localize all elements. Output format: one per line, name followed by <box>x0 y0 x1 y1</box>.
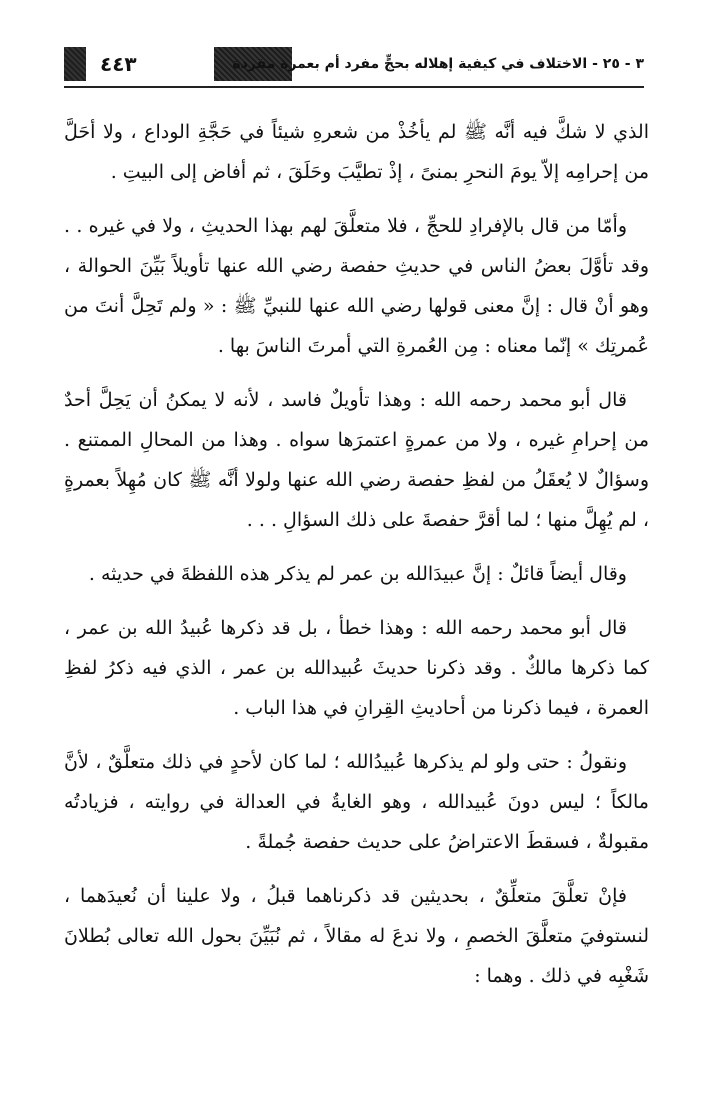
paragraph-1: الذي لا شكَّ فيه أنَّه ﷺ لم يأخُذْ من شعرهِ شيئاً في حَجَّةِ الوداع ، ولا أحَلَّ من إحرامِه إلاّ يومَ النحرِ بمنىً ، إذْ تطيَّبَ وحَلَقَ ، ثم أفاض إلى البيتِ . <box>64 121 649 183</box>
header-ornament-left <box>64 47 86 81</box>
page-body <box>64 112 649 1010</box>
running-title: ٣ - ٢٥ - الاختلاف في كيفية إهلاله بحجٍّ مفرد أم بعمرة مفردة <box>232 56 644 72</box>
header-rule <box>64 86 644 88</box>
paragraph-7: فإنْ تعلَّقَ متعلِّقٌ ، بحديثين قد ذكرناهما قبلُ ، ولا علينا أن نُعيدَهما ، لنستوفيَ متعلَّقَ الخصمِ ، ولا ندعَ له مقالاً ، ثم نُبَيِّنَ بحول الله تعالى بُطلانَ شَغْبِه في ذلك . وهما : <box>64 885 649 987</box>
paragraph-3: قال أبو محمد رحمه الله : وهذا تأويلٌ فاسد ، لأنه لا يمكنُ أن يَحِلَّ أحدٌ من إحرامِ غيره ، ولا من عمرةٍ اعتمرَها سواه . وهذا من المحالِ الممتنع . وسؤالٌ لا يُعقَلُ من لفظِ حفصة رضي الله عنها ولولا أنَّه ﷺ كان مُهِلاً بعمرةٍ ، لم يُهِلَّ منها ؛ لما أقرَّ حفصةَ على ذلك السؤالِ . . . <box>64 389 649 531</box>
paragraph-5: قال أبو محمد رحمه الله : وهذا خطأ ، بل قد ذكرها عُبيدُ الله بن عمر ، كما ذكرها مالكٌ . وقد ذكرنا حديثَ عُبيدالله بن عمر ، الذي فيه ذكرُ لفظِ العمرة ، فيما ذكرنا من أحاديثِ القِرانِ في هذا الباب . <box>64 617 649 719</box>
page-number: ٤٤٣ <box>100 52 137 76</box>
paragraph-6: ونقولُ : حتى ولو لم يذكرها عُبيدُالله ؛ لما كان لأحدٍ في ذلك متعلَّقٌ ، لأنَّ مالكاً ؛ ليس دونَ عُبيدالله ، وهو الغايةُ في العدالة في روايته ، فزيادتُه مقبولةٌ ، فسقطَ الاعتراضُ على حديث حفصة جُملةً . <box>64 751 649 853</box>
page-header <box>64 40 644 88</box>
paragraph-2: وأمّا من قال بالإفرادِ للحجِّ ، فلا متعلَّقَ لهم بهذا الحديثِ ، ولا في غيره . . وقد تأوَّلَ بعضُ الناس في حديثِ حفصة رضي الله عنها تأويلاً بَيِّنَ الحوالة ، وهو أنْ قال : إنَّ معنى قولها رضي الله عنها للنبيِّ ﷺ : « ولم تَحِلَّ أنتَ من عُمرتِك » إنّما معناه : مِن العُمرةِ التي أمرتَ الناسَ بها . <box>64 215 649 357</box>
paragraph-4: وقال أيضاً قائلٌ : إنَّ عبيدَالله بن عمر لم يذكر هذه اللفظةَ في حديثه . <box>88 563 627 585</box>
